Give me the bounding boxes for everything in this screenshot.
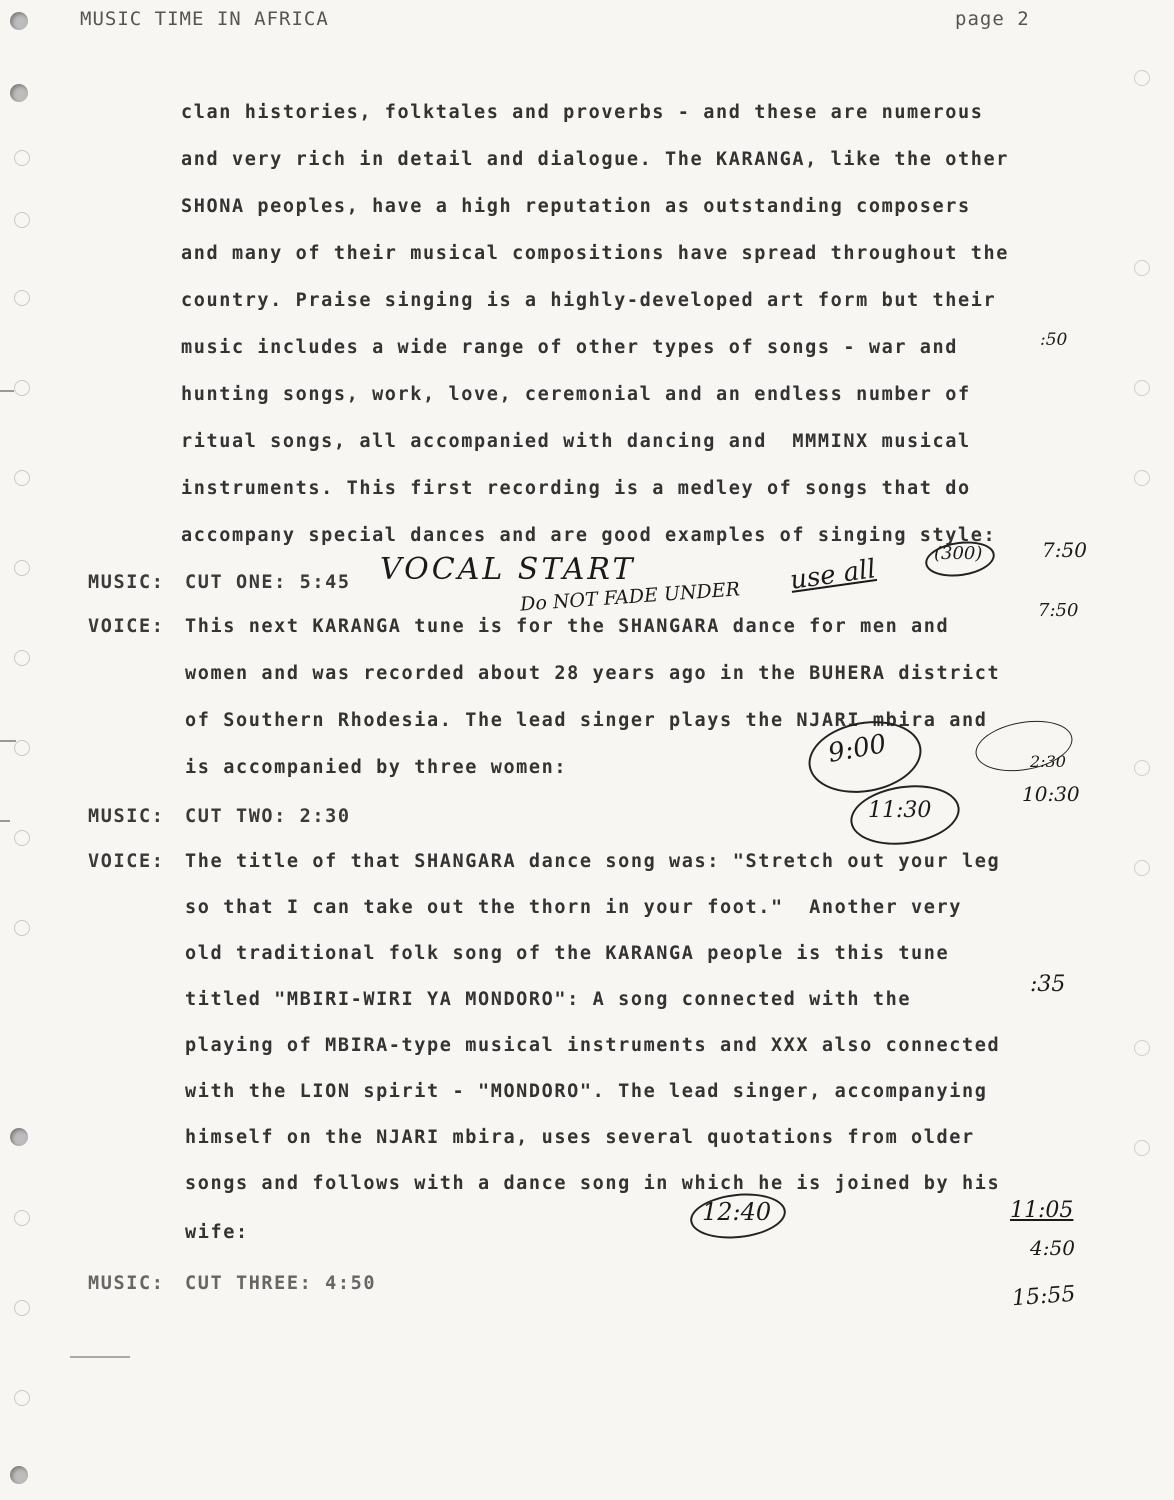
text-line: clan histories, folktales and proverbs - and these are numerous [181, 102, 984, 123]
binder-hole [14, 560, 30, 576]
music-cue: CUT ONE: 5:45 [185, 572, 351, 593]
margin-mark [0, 820, 10, 822]
edge-hole [1134, 760, 1150, 776]
handwritten-note: 4:50 [1030, 1236, 1075, 1260]
text-line: country. Praise singing is a highly-developed art form but their [181, 290, 997, 311]
binder-hole [14, 290, 30, 306]
text-line: accompany special dances and are good examples of singing style: [181, 525, 997, 546]
binder-hole [10, 84, 28, 102]
binder-hole [14, 470, 30, 486]
binder-hole [14, 212, 30, 228]
text-line: titled "MBIRI-WIRI YA MONDORO": A song connected with the [185, 989, 912, 1010]
handwritten-note: 11:30 [868, 798, 932, 823]
handwritten-note: 7:50 [1042, 538, 1087, 562]
text-line: hunting songs, work, love, ceremonial and an endless number of [181, 384, 971, 405]
text-line: of Southern Rhodesia. The lead singer plays the NJARI mbira and [185, 710, 988, 731]
handwritten-note: 15:55 [1011, 1281, 1077, 1312]
music-cue: CUT TWO: 2:30 [185, 806, 351, 827]
voice-label: VOICE: [88, 851, 165, 872]
edge-hole [1134, 1140, 1150, 1156]
margin-mark [70, 1356, 130, 1358]
binder-hole [14, 1390, 30, 1406]
text-line: music includes a wide range of other types of songs - war and [181, 337, 959, 358]
handwritten-note: (300) [934, 543, 983, 564]
text-line: and very rich in detail and dialogue. The KARANGA, like the other [181, 149, 1009, 170]
binder-hole [14, 740, 30, 756]
page-number: page 2 [955, 8, 1030, 30]
text-line: himself on the NJARI mbira, uses several quotations from older [185, 1127, 975, 1148]
handwritten-note: 12:40 [702, 1198, 772, 1226]
binder-hole [14, 650, 30, 666]
margin-mark [0, 740, 16, 742]
text-line: ritual songs, all accompanied with dancing and MMMINX musical [181, 431, 971, 452]
binder-hole [14, 380, 30, 396]
binder-hole [14, 830, 30, 846]
document-title: MUSIC TIME IN AFRICA [80, 8, 329, 30]
text-line: playing of MBIRA-type musical instruments and XXX also connected [185, 1035, 1001, 1056]
text-line: women and was recorded about 28 years ago in the BUHERA district [185, 663, 1001, 684]
text-line: so that I can take out the thorn in your foot." Another very [185, 897, 963, 918]
music-label: MUSIC: [88, 1273, 165, 1294]
binder-hole [10, 12, 28, 30]
handwritten-note: :35 [1030, 972, 1066, 997]
text-line: SHONA peoples, have a high reputation as outstanding composers [181, 196, 971, 217]
edge-hole [1134, 70, 1150, 86]
text-line: with the LION spirit - "MONDORO". The lead singer, accompanying [185, 1081, 988, 1102]
handwritten-note: Do NOT FADE UNDER [519, 578, 741, 616]
handwritten-note: 2:30 [1030, 752, 1066, 771]
text-line: This next KARANGA tune is for the SHANGARA dance for men and [185, 616, 950, 637]
music-label: MUSIC: [88, 806, 165, 827]
handwritten-note: VOCAL START [380, 552, 636, 587]
text-line: old traditional folk song of the KARANGA people is this tune [185, 943, 950, 964]
binder-hole [14, 150, 30, 166]
text-line: The title of that SHANGARA dance song was: "Stretch out your leg [185, 851, 1001, 872]
binder-hole [10, 1466, 28, 1484]
handwritten-note: :50 [1040, 330, 1068, 350]
binder-hole [14, 1210, 30, 1226]
text-line: and many of their musical compositions have spread throughout the [181, 243, 1009, 264]
edge-hole [1134, 1040, 1150, 1056]
binder-hole [14, 920, 30, 936]
voice-label: VOICE: [88, 616, 165, 637]
binder-hole [14, 1300, 30, 1316]
edge-hole [1134, 860, 1150, 876]
edge-hole [1134, 470, 1150, 486]
text-line: songs and follows with a dance song in which he is joined by his [185, 1173, 1001, 1194]
handwritten-note: use all [788, 554, 878, 596]
text-line: instruments. This first recording is a medley of songs that do [181, 478, 971, 499]
edge-hole [1134, 380, 1150, 396]
edge-hole [1134, 260, 1150, 276]
text-line: is accompanied by three women: [185, 757, 568, 778]
handwritten-note: 7:50 [1038, 600, 1079, 621]
text-line: wife: [185, 1222, 249, 1243]
handwritten-note: 9:00 [825, 729, 889, 769]
margin-mark [0, 390, 14, 392]
binder-hole [10, 1128, 28, 1146]
music-cue: CUT THREE: 4:50 [185, 1273, 377, 1294]
handwritten-note: 11:05 [1010, 1198, 1074, 1223]
music-label: MUSIC: [88, 572, 165, 593]
handwritten-note: 10:30 [1022, 782, 1080, 806]
